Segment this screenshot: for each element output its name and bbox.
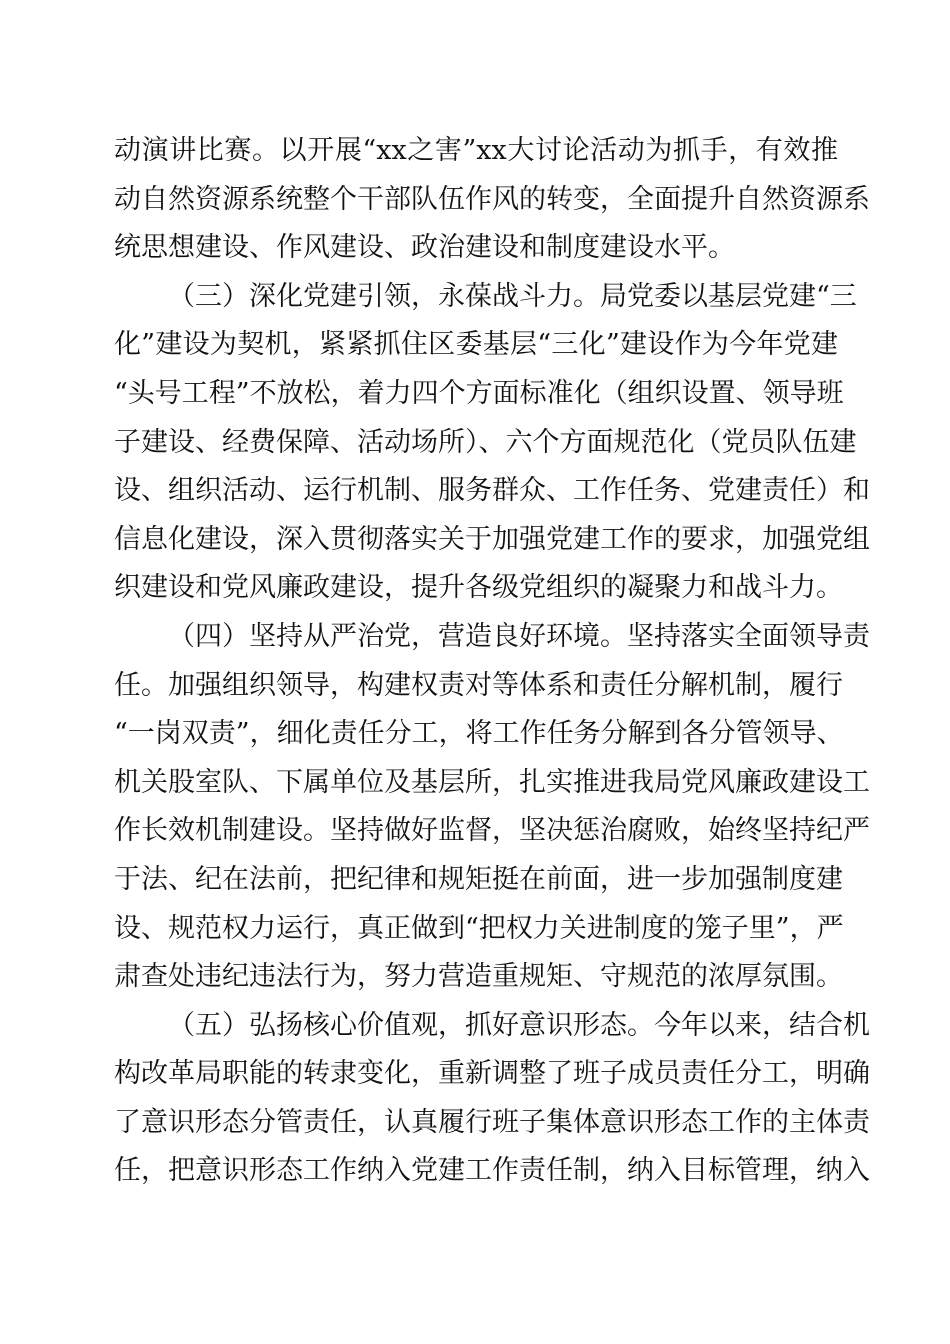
body-text: [114, 127, 870, 1196]
text-line: 任。加强组织领导，构建权责对等体系和责任分解机制，履行: [114, 669, 843, 701]
text-line: 任，把意识形态工作纳入党建工作责任制，纳入目标管理，纳入: [114, 1155, 870, 1187]
text-line: 作长效机制建设。坚持做好监督，坚决惩治腐败，始终坚持纪严: [114, 815, 870, 847]
text-line: 动演讲比赛。以开展“xx之害”xx大讨论活动为抓手，有效推: [114, 135, 838, 166]
text-line: 了意识形态分管责任，认真履行班子集体意识形态工作的主体责: [114, 1106, 870, 1138]
text-line: 信息化建设，深入贯彻落实关于加强党建工作的要求，加强党组: [114, 523, 870, 555]
text-line: 动自然资源系统整个干部队伍作风的转变，全面提升自然资源系: [114, 183, 870, 215]
text-line: 机关股室队、下属单位及基层所，扎实推进我局党风廉政建设工: [114, 766, 870, 798]
section-four-heading-line: （四）坚持从严治党，营造良好环境。坚持落实全面领导责: [168, 620, 870, 652]
text-line: 子建设、经费保障、活动场所）、六个方面规范化（党员队伍建: [114, 426, 857, 458]
text-line: 织建设和党风廉政建设，提升各级党组织的凝聚力和战斗力。: [114, 572, 843, 604]
text-line: 统思想建设、作风建设、政治建设和制度建设水平。: [114, 232, 735, 264]
text-line: 肃查处违纪违法行为，努力营造重规矩、守规范的浓厚氛围。: [114, 961, 843, 993]
text-line: 化”建设为契机，紧紧抓住区委基层“三化”建设作为今年党建: [114, 329, 838, 361]
section-five-heading-line: （五）弘扬核心价值观，抓好意识形态。今年以来，结合机: [168, 1009, 870, 1041]
text-line: 设、组织活动、运行机制、服务群众、工作任务、党建责任）和: [114, 475, 870, 507]
text-line: 设、规范权力运行，真正做到“把权力关进制度的笼子里”，严: [114, 912, 844, 944]
text-line: “头号工程”不放松，着力四个方面标准化（组织设置、领导班: [114, 377, 844, 409]
text-line: 构改革局职能的转隶变化，重新调整了班子成员责任分工，明确: [114, 1058, 870, 1090]
section-three-heading-line: （三）深化党建引领，永葆战斗力。局党委以基层党建“三: [168, 280, 857, 312]
text-line: 于法、纪在法前，把纪律和规矩挺在前面，进一步加强制度建: [114, 863, 843, 895]
text-line: “一岗双责”，细化责任分工，将工作任务分解到各分管领导、: [114, 718, 844, 750]
